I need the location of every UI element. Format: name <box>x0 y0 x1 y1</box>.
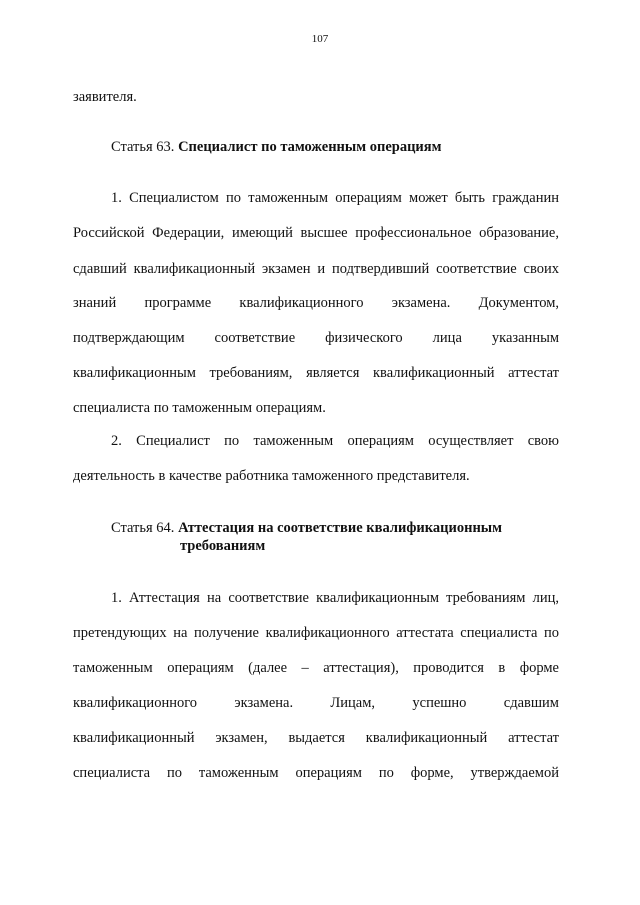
article-64-p1-line-6: специалиста по таможенным операциям по форме, утверждаемой <box>73 765 559 781</box>
article-64-p1-line-2: претендующих на получение квалификационного аттестата специалиста по <box>73 625 559 641</box>
article-63-p1-line-3: сдавший квалификационный экзамен и подтвердивший соответствие своих <box>73 261 559 277</box>
article-63-p1-line-2: Российской Федерации, имеющий высшее профессиональное образование, <box>73 225 559 241</box>
article-63-p1-line-1: 1. Специалистом по таможенным операциям может быть гражданин <box>111 190 559 206</box>
article-63-title: Специалист по таможенным операциям <box>178 139 442 155</box>
article-64-label: Статья 64. <box>111 520 175 536</box>
article-63-label: Статья 63. <box>111 139 175 155</box>
article-63-p1-line-5: подтверждающим соответствие физического лица указанным <box>73 330 559 346</box>
article-64-p1-line-3: таможенным операциям (далее – аттестация), проводится в форме <box>73 660 559 676</box>
article-64-heading <box>111 519 559 537</box>
article-63-p2-line-1: 2. Специалист по таможенным операциям осуществляет свою <box>111 433 559 449</box>
page-number: 107 <box>311 33 329 45</box>
article-63-p2-line-2: деятельность в качестве работника таможенного представителя. <box>73 468 470 484</box>
article-63-heading <box>111 138 559 156</box>
continuation-text: заявителя. <box>73 89 137 105</box>
article-64-title: Аттестация на соответствие квалификационным <box>178 520 502 536</box>
article-64-p1-line-1: 1. Аттестация на соответствие квалификационным требованиям лиц, <box>111 590 559 606</box>
article-64-title-continuation: требованиям <box>180 538 266 554</box>
article-63-p1-line-6: квалификационным требованиям, является квалификационный аттестат <box>73 365 559 381</box>
article-63-p1-line-4: знаний программе квалификационного экзамена. Документом, <box>73 295 559 311</box>
article-64-p1-line-4: квалификационного экзамена. Лицам, успешно сдавшим <box>73 695 559 711</box>
article-63-p1-line-7: специалиста по таможенным операциям. <box>73 400 326 416</box>
article-64-p1-line-5: квалификационный экзамен, выдается квалификационный аттестат <box>73 730 559 746</box>
